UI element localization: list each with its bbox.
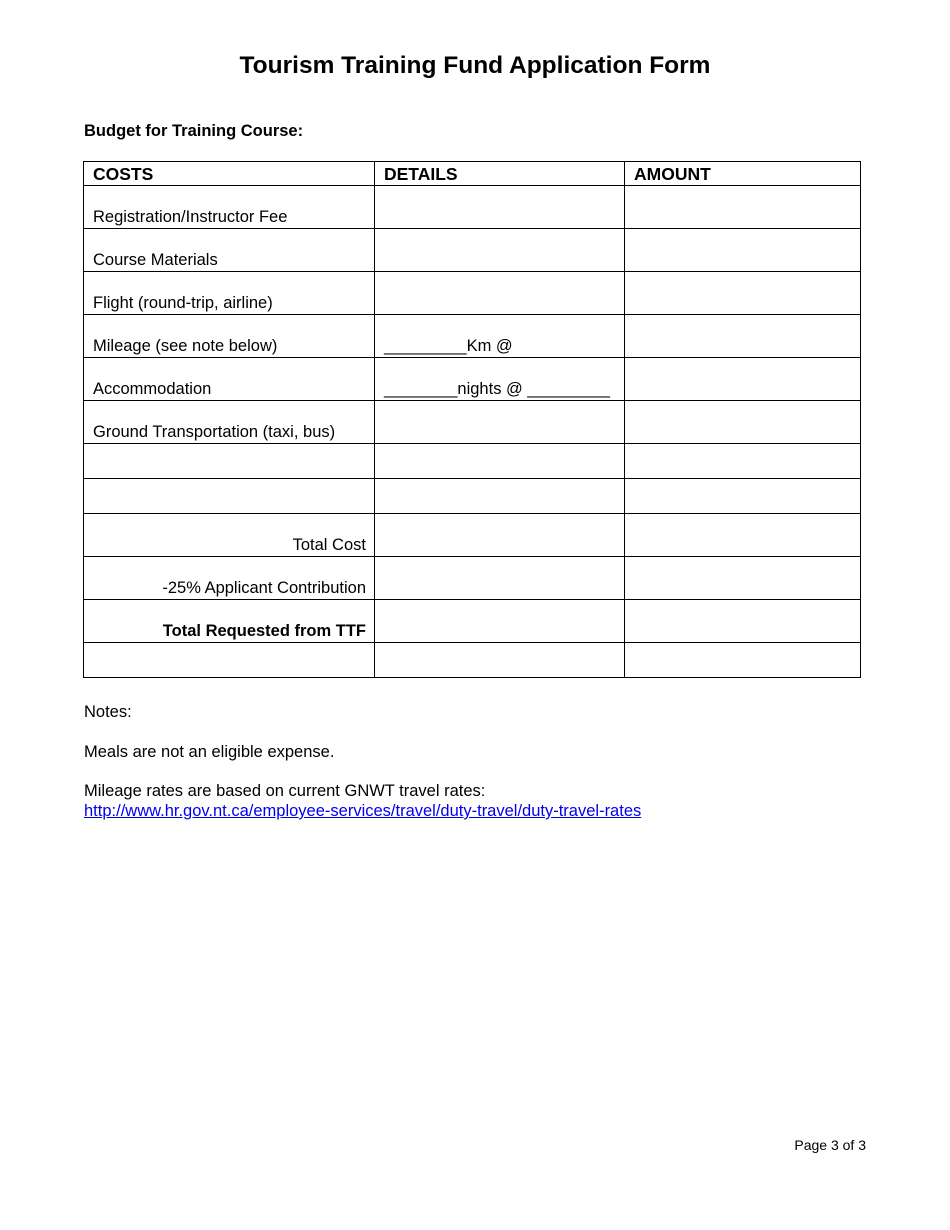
details-total[interactable]: [375, 514, 625, 557]
details-blank-3[interactable]: [375, 643, 625, 678]
table-row-flight: [84, 272, 861, 315]
cost-registration: Registration/Instructor Fee: [84, 186, 375, 229]
details-applicant-contribution[interactable]: [375, 557, 625, 600]
cost-blank-3[interactable]: [84, 643, 375, 678]
amount-blank-1[interactable]: [625, 444, 861, 479]
page-number: Page 3 of 3: [794, 1137, 866, 1153]
header-costs: COSTS: [84, 162, 375, 186]
travel-rates-link[interactable]: http://www.hr.gov.nt.ca/employee-services/travel/duty-travel/duty-travel-rates: [84, 802, 642, 820]
details-blank-1[interactable]: [375, 444, 625, 479]
details-ground-transport[interactable]: [375, 401, 625, 444]
header-details: DETAILS: [375, 162, 625, 186]
amount-blank-3[interactable]: [625, 643, 861, 678]
cost-total: Total Cost: [84, 514, 375, 557]
cost-mileage: Mileage (see note below): [84, 315, 375, 358]
amount-applicant-contribution[interactable]: [625, 557, 861, 600]
cost-blank-1[interactable]: [84, 444, 375, 479]
table-row-materials: [84, 229, 861, 272]
table-row-ground-transport: [84, 401, 861, 444]
details-mileage[interactable]: _________Km @: [375, 315, 625, 358]
notes-heading: Notes:: [84, 703, 132, 721]
table-row-accommodation: [84, 358, 861, 401]
budget-subtitle: Budget for Training Course:: [84, 122, 304, 140]
amount-total-requested[interactable]: [625, 600, 861, 643]
table-row-registration: [84, 186, 861, 229]
details-flight[interactable]: [375, 272, 625, 315]
amount-total[interactable]: [625, 514, 861, 557]
table-row-total-requested: [84, 600, 861, 643]
table-row-applicant-contribution: [84, 557, 861, 600]
cost-applicant-contribution: -25% Applicant Contribution: [84, 557, 375, 600]
cost-flight: Flight (round-trip, airline): [84, 272, 375, 315]
table-row-blank-2: [84, 479, 861, 514]
cost-accommodation: Accommodation: [84, 358, 375, 401]
amount-flight[interactable]: [625, 272, 861, 315]
notes-meals: Meals are not an eligible expense.: [84, 743, 335, 761]
details-total-requested[interactable]: [375, 600, 625, 643]
header-amount: AMOUNT: [625, 162, 861, 186]
amount-accommodation[interactable]: [625, 358, 861, 401]
amount-registration[interactable]: [625, 186, 861, 229]
page-title: Tourism Training Fund Application Form: [239, 52, 711, 79]
cost-ground-transport: Ground Transportation (taxi, bus): [84, 401, 375, 444]
table-row-blank-1: [84, 444, 861, 479]
details-accommodation[interactable]: ________nights @ _________: [375, 358, 625, 401]
cost-total-requested: Total Requested from TTF: [84, 600, 375, 643]
amount-blank-2[interactable]: [625, 479, 861, 514]
amount-mileage[interactable]: [625, 315, 861, 358]
cost-materials: Course Materials: [84, 229, 375, 272]
details-registration[interactable]: [375, 186, 625, 229]
amount-ground-transport[interactable]: [625, 401, 861, 444]
details-materials[interactable]: [375, 229, 625, 272]
amount-materials[interactable]: [625, 229, 861, 272]
notes-mileage: Mileage rates are based on current GNWT travel rates:: [84, 782, 486, 800]
table-row-blank-3: [84, 643, 861, 678]
table-row-mileage: [84, 315, 861, 358]
details-blank-2[interactable]: [375, 479, 625, 514]
table-header-row: [84, 162, 861, 186]
cost-blank-2[interactable]: [84, 479, 375, 514]
budget-table: [83, 161, 861, 678]
table-row-total-cost: [84, 514, 861, 557]
